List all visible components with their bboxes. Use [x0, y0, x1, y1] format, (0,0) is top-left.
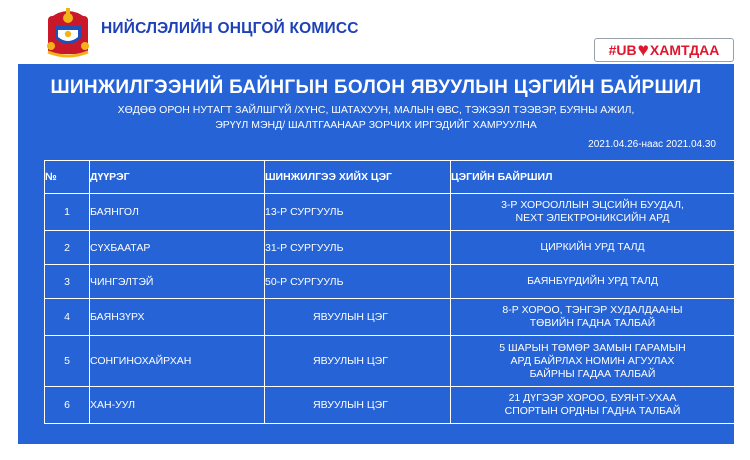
location-line: БАЙРНЫ ГАДАА ТАЛБАЙ — [529, 367, 656, 380]
location-line: 3-Р ХОРООЛЛЫН ЭЦСИЙН БУУДАЛ, — [501, 199, 684, 211]
header-bar — [0, 0, 750, 62]
location-line: БАЯНБҮРДИЙН УРД ТАЛД — [527, 275, 658, 287]
row-number: 4 — [45, 299, 90, 336]
table-row — [45, 387, 735, 424]
subtitle-line-1: ХӨДӨӨ ОРОН НУТАГТ ЗАЙЛШГҮЙ /ХҮНС, ШАТАХУУН, МАЛЫН ӨВС, ТЭЖЭЭЛ ТЭЭВЭР, БУЯНЫ АЖИЛ, — [117, 104, 635, 116]
location-line: NEXT ЭЛЕКТРОНИКСИЙН АРД — [515, 212, 670, 224]
location-line: АРД БАЙРЛАХ НОМИН АГУУЛАХ — [510, 354, 675, 367]
row-location — [451, 231, 735, 265]
row-number: 5 — [45, 336, 90, 387]
hashtag-right: ХАМТДАА — [649, 42, 720, 58]
row-test-point: 31-Р СУРГУУЛЬ — [265, 231, 451, 265]
header-location: ЦЭГИЙН БАЙРШИЛ — [451, 161, 735, 194]
table-row — [45, 299, 735, 336]
row-district: СОНГИНОХАЙРХАН — [90, 336, 265, 387]
date-range: 2021.04.26-наас 2021.04.30 — [588, 139, 716, 150]
header-number: № — [45, 161, 90, 194]
row-location — [451, 265, 735, 299]
row-district: ЧИНГЭЛТЭЙ — [90, 265, 265, 299]
row-number: 3 — [45, 265, 90, 299]
location-line: ЦИРКИЙН УРД ТАЛД — [540, 241, 645, 253]
subtitle-line-2: ЭРҮҮЛ МЭНД/ ШАЛТГААНААР ЗОРЧИХ ИРГЭДИЙГ ХАМРУУЛНА — [215, 119, 537, 131]
table-row — [45, 265, 735, 299]
row-district: СҮХБААТАР — [90, 231, 265, 265]
row-number: 2 — [45, 231, 90, 265]
location-line: СПОРТЫН ОРДНЫ ГАДНА ТАЛБАЙ — [504, 405, 681, 417]
row-location — [451, 336, 735, 387]
row-location — [451, 387, 735, 424]
location-line: 5 ШАРЫН ТӨМӨР ЗАМЫН ГАРАМЫН — [499, 341, 686, 354]
row-test-point: 50-Р СУРГУУЛЬ — [265, 265, 451, 299]
hashtag-left: #UB — [608, 42, 637, 58]
row-location — [451, 194, 735, 231]
row-district: БАЯНГОЛ — [90, 194, 265, 231]
header-test-point: ШИНЖИЛГЭЭ ХИЙХ ЦЭГ — [265, 161, 451, 194]
row-district: БАЯНЗҮРХ — [90, 299, 265, 336]
location-line: ТӨВИЙН ГАДНА ТАЛБАЙ — [529, 317, 656, 329]
locations-table — [44, 160, 735, 424]
table-header-row — [45, 161, 735, 194]
organization-name: НИЙСЛЭЛИЙН ОНЦГОЙ КОМИСС — [101, 20, 359, 37]
table-row — [45, 194, 735, 231]
heart-icon: ♥ — [637, 39, 649, 61]
row-number: 6 — [45, 387, 90, 424]
location-line: 8-Р ХОРОО, ТЭНГЭР ХУДАЛДААНЫ — [502, 304, 683, 316]
row-district: ХАН-УУЛ — [90, 387, 265, 424]
table-row — [45, 231, 735, 265]
row-location — [451, 299, 735, 336]
city-emblem-icon — [42, 6, 94, 58]
page-title: ШИНЖИЛГЭЭНИЙ БАЙНГЫН БОЛОН ЯВУУЛЫН ЦЭГИЙН БАЙРШИЛ — [50, 77, 702, 98]
row-test-point: ЯВУУЛЫН ЦЭГ — [265, 299, 451, 336]
info-panel — [18, 64, 734, 444]
hashtag-badge — [594, 38, 734, 62]
row-test-point: ЯВУУЛЫН ЦЭГ — [265, 336, 451, 387]
row-test-point: 13-Р СУРГУУЛЬ — [265, 194, 451, 231]
row-number: 1 — [45, 194, 90, 231]
header-district: ДҮҮРЭГ — [90, 161, 265, 194]
location-line: 21 ДҮГЭЭР ХОРОО, БУЯНТ-УХАА — [508, 392, 677, 404]
table-row — [45, 336, 735, 387]
row-test-point: ЯВУУЛЫН ЦЭГ — [265, 387, 451, 424]
